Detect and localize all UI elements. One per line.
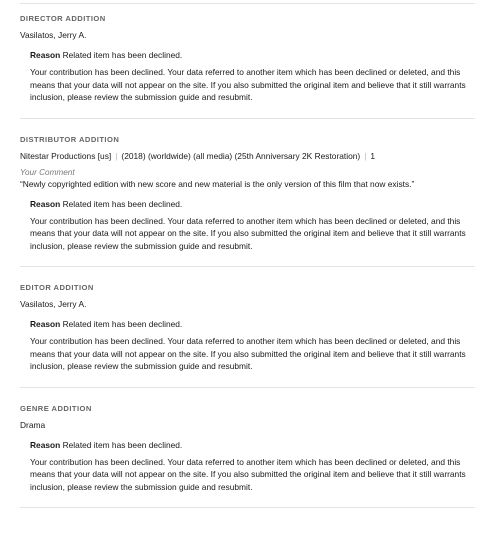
contribution-list xyxy=(20,9,475,508)
decline-message: Your contribution has been declined. Your data referred to another item which has been declined or deleted, and this means that your data will not appear on the site. If you also submitted the original item and believe that it still warrants inclusion, please review the submission guide and resubmit. xyxy=(30,67,466,102)
comment-label: Your Comment xyxy=(20,167,75,177)
decline-message: Your contribution has been declined. Your data referred to another item which has been declined or deleted, and this means that your data will not appear on the site. If you also submitted the original item and believe that it still warrants inclusion, please review the submission guide and resubmit. xyxy=(30,215,466,251)
reason-line xyxy=(30,49,470,61)
contribution-entry-editor xyxy=(20,267,475,388)
entry-value: Drama xyxy=(20,419,46,430)
entry-value: Vasilatos, Jerry A. xyxy=(20,299,87,309)
reason-label: Reason xyxy=(30,50,61,60)
distributor-count: 1 xyxy=(370,150,376,161)
divider xyxy=(20,3,475,4)
reason-block xyxy=(30,439,470,494)
entry-title: DISTRIBUTOR ADDITION xyxy=(20,134,120,144)
reason-label: Reason xyxy=(30,319,61,329)
separator: | xyxy=(364,150,367,161)
separator: | xyxy=(115,150,118,161)
reason-value: Related item has been declined. xyxy=(62,198,183,209)
reason-block xyxy=(30,318,470,373)
reason-line xyxy=(30,198,470,210)
reason-block xyxy=(30,49,470,104)
decline-message: Your contribution has been declined. Your data referred to another item which has been declined or deleted, and this means that your data will not appear on the site. If you also submitted the original item and believe that it still warrants inclusion, please review the submission guide and resubmit. xyxy=(30,456,466,492)
entry-value: Vasilatos, Jerry A. xyxy=(20,30,87,40)
reason-label: Reason xyxy=(30,198,61,209)
reason-line xyxy=(30,439,470,451)
comment-text: “Newly copyrighted edition with new score and new material is the only version of this film that now exists.” xyxy=(20,178,415,189)
distributor-company: Nitestar Productions [us] xyxy=(20,150,112,161)
contribution-entry-genre xyxy=(20,388,475,509)
reason-value: Related item has been declined. xyxy=(62,50,183,60)
reason-value: Related item has been declined. xyxy=(62,439,183,450)
distributor-details: (2018) (worldwide) (all media) (25th Anniversary 2K Restoration) xyxy=(121,150,361,161)
reason-line xyxy=(30,318,470,330)
entry-title: GENRE ADDITION xyxy=(20,403,92,413)
decline-message: Your contribution has been declined. Your data referred to another item which has been declined or deleted, and this means that your data will not appear on the site. If you also submitted the original item and believe that it still warrants inclusion, please review the submission guide and resubmit. xyxy=(30,336,466,371)
contribution-entry-director xyxy=(20,9,475,119)
contribution-entry-distributor xyxy=(20,119,475,268)
reason-block xyxy=(30,198,470,253)
entry-title: DIRECTOR ADDITION xyxy=(20,14,106,23)
reason-label: Reason xyxy=(30,439,61,450)
reason-value: Related item has been declined. xyxy=(62,319,183,329)
entry-title: EDITOR ADDITION xyxy=(20,283,94,292)
entry-value xyxy=(20,150,475,162)
